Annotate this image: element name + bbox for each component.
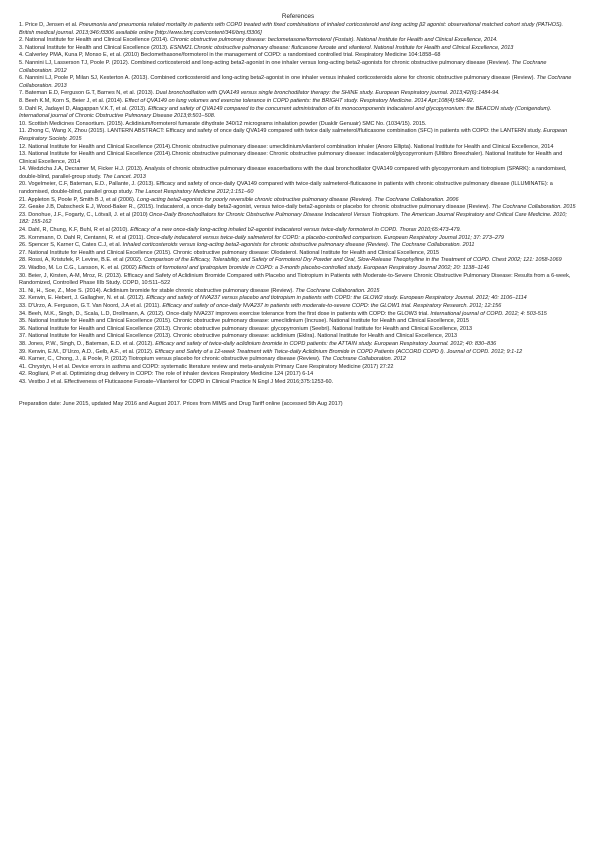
reference-number: 41 .: [19, 364, 28, 370]
reference-source-italic: The Cochrane Collaboration. 2013: [19, 75, 572, 89]
reference-text: Kerwin, E. Hebert, J. Gallagher, N. et al. (2012).: [28, 295, 147, 302]
reference-text: Bateman E.D, Ferguson G.T, Barnes N, et al. (2013).: [25, 90, 156, 97]
reference-text: Spencer S, Karner C, Cates C.J, et al.: [28, 242, 123, 249]
reference-text: Price D, Jensen et al.: [25, 22, 79, 28]
reference-number: 32 .: [19, 295, 28, 301]
reference-number: 3 .: [19, 45, 25, 51]
reference-number: 24 .: [19, 227, 28, 233]
reference-text: Chrystyn, H et al. Device errors in asthma and COPD: systematic literature review and meta-analysis Primary Care Respiratory Medicine (2017) 27:22: [28, 363, 394, 370]
reference-source-italic: Once-Daily Bronchodilators for Chronic Obstructive Pulmonary Disease Indacaterol Versus Tiotropium. The American Journal Respiratory and Critical Care Medicine. 2010; 182: 155-162: [19, 211, 567, 226]
reference-text: Donohue, J.F., Fogarty, C., Lötvall, J. et al (2010): [28, 211, 150, 218]
reference-source-italic: Effects of formoterol and ipratropium bromide in COPD: a 3-month placebo-controlled study. European Respiratory Journal 2002; 20: 1138–1146: [138, 265, 490, 271]
reference-text: Dahl R, Jadayel D, Alagappan V.K.T, et al. (2013).: [25, 105, 149, 112]
reference-item: [19, 98, 577, 106]
reference-source-italic: Long-acting beta2-agonists for poorly reversible chronic obstructive pulmonary disease (Review). The Cochrane Collaboration. 2006: [136, 196, 459, 203]
reference-item: [19, 75, 577, 90]
reference-text: Beier, J, Kirsten, A-M, Mroz, R. (2013). Efficacy and Safety of Aclidinium Bromide Compared with Placebo and Tiotropium in Patients with Moderate-to-Severe Chronic Obstructive Pulmonary Disease: Results from a 6-week, Randomized, Controlled Phase IIIb Study. COPD, 10:511–522: [19, 272, 571, 287]
reference-number: 4 .: [19, 52, 25, 58]
reference-source-italic: Effect of QVA149 on lung volumes and exercise tolerance in COPD patients: the BRIGHT study. Respiratory Medicine. 2014 Apr;108(4):584-92.: [124, 97, 475, 104]
reference-source-italic: The Lancet Respiratory Medicine 2012;1:151–60: [134, 189, 254, 196]
reference-number: 21 .: [19, 197, 28, 203]
reference-item: [19, 311, 577, 319]
reference-item: [19, 318, 577, 326]
reference-number: 33 .: [19, 303, 28, 309]
reference-text: National Institute for Health and Clinical Excellence (2013). Chronic obstructive pulmonary disease: glycopyrronium (Seebri). National Institute for Health and Clinical Excellence, 2013: [28, 325, 473, 332]
reference-source-italic: ESNM21.Chronic obstructive pulmonary disease: fluticasone furoate and vilanterol. National Institute for Health and Clinical Excellence, 2013: [170, 44, 514, 51]
preparation-note: Preparation date: June 2015, updated May 2016 and August 2017. Prices from MIMS and Drug Tariff online (accessed 5th Aug 2017): [19, 400, 343, 407]
reference-number: 5 .: [19, 60, 25, 66]
reference-item: [19, 288, 577, 296]
reference-source-italic: Efficacy of a new once-daily long-acting inhaled b2-agonist indacaterol versus twice-daily formoterol in COPD. Thorax 2010;65:473-479.: [130, 227, 462, 234]
reference-number: 9 .: [19, 106, 25, 112]
reference-number: 7 .: [19, 90, 25, 96]
reference-text: Rossi, A, Kristufek, P. Levine, B.E. et al (2002).: [28, 257, 144, 264]
reference-item: [19, 295, 577, 303]
reference-item: [19, 106, 577, 121]
reference-item: [19, 166, 577, 181]
reference-item: [19, 356, 577, 364]
reference-text: Karner, C., Chong, J., & Poole, P. (2012) Tiotropium versus placebo for chronic obstructive pulmonary disease (Review).: [28, 356, 322, 363]
reference-number: 35 .: [19, 318, 28, 324]
reference-text: Kornmann, O. Dahl R, Centanni, R. et al (2011).: [28, 234, 147, 241]
reference-number: 1 .: [19, 22, 25, 28]
reference-source-italic: Efficacy and Safety of a 12-week Treatment with Twice-daily Aclidinium Bromide in COPD Patients (ACCORD COPD I). Journal of COPD. 2012; 9:1-12: [154, 348, 523, 355]
reference-text: Appleton S, Poole P, Smith B J, et al (2006).: [27, 196, 137, 203]
reference-number: 34 .: [19, 311, 28, 317]
reference-source-italic: The Cochrane Collaboration. 2015: [491, 204, 576, 211]
reference-item: [19, 90, 577, 98]
reference-item: [19, 128, 577, 143]
reference-source-italic: Inhaled corticosteroids versus long-acting beta2-agonists for chronic obstructive pulmonary disease (Review). The Cochrane Collaboration. 2011: [122, 242, 475, 249]
page-title: References: [281, 13, 315, 20]
reference-item: [19, 341, 577, 349]
reference-text: National Institute for Health and Clinical Excellence (2013).: [25, 44, 171, 51]
reference-item: [19, 60, 577, 75]
reference-number: 43 .: [19, 379, 28, 385]
reference-source-italic: Efficacy and safety of once-daily NVA237 in patients with moderate-to-severe COPD: the GLOW1 trial. Respiratory Research. 2011; 12:156: [162, 302, 502, 309]
references-page: [19, 13, 577, 408]
reference-number: 14 .: [19, 166, 28, 172]
reference-source-italic: Once-daily indacaterol versus twice-daily salmeterol for COPD: a placebo-controlled comparison. European Respiratory Journal 2011; 37: 273–279: [146, 234, 504, 241]
reference-text: National Institute for Health and Clinical Excellence (2015). Chronic obstructive pulmonary disease: Olodaterol. National Institute for Health and Clinical Excellence, 2015: [28, 249, 440, 256]
reference-item: [19, 121, 577, 129]
reference-number: 23 .: [19, 212, 28, 218]
reference-text: National Institute for Health and Clinical Excellence (2014).: [25, 37, 171, 44]
reference-item: [19, 333, 577, 341]
reference-item: [19, 212, 577, 227]
reference-number: 22 .: [19, 204, 28, 210]
reference-text: Vogelmeier, C.F, Bateman, E.D., Pallante, J. (2013). Efficacy and safety of once-daily QVA149 compared with twice-daily salmeterol-fluticasone in patients with chronic obstructive pulmonary disease (ILLUMINATE): a randomised, double-blind, parallel group study.: [19, 181, 553, 196]
reference-text: Vestbo J et al. Effectiveness of Fluticasone Furoate–Vilanterol for COPD in Clinical Practice N Engl J Med 2016;375:1253-60.: [28, 378, 334, 385]
reference-source-italic: Efficacy and safety of NVA237 versus placebo and tiotropium in patients with COPD: the GLOW2 study. European Respiratory Journal. 2012; 40: 1106–1114: [146, 295, 527, 302]
reference-text: Geake J.B, Dabscheck E.J, Wood-Baker R., (2015). Indacaterol, a once-daily beta2-agonist, versus twice-daily beta2-agonists or placebo for chronic obstructive pulmonary disease (Review).: [28, 204, 492, 211]
reference-number: 39 .: [19, 349, 28, 355]
reference-text: Calverley PMA, Kuna P, Monso E, et al. (2010) Beclomethasone/formoterol in the management of COPD: a randomised controlled trial. Respiratory Medicine 104:1858–68: [25, 52, 441, 59]
reference-source-italic: International journal of COPD. 2012; 4: 503-515: [430, 310, 547, 317]
reference-text: Wedzicha J.A, Decramer M, Ficker H.J. (2013). Analysis of chronic obstructive pulmonary disease exacerbations with the dual bronchodilator QVA149 compared with glycopyrronium and tiotropium (SPARK): a randomised, double-blind, parallel-group study.: [19, 166, 567, 180]
reference-source-italic: The Cochrane Collaboration. 2012: [19, 59, 547, 74]
reference-item: [19, 364, 577, 372]
reference-text: Scottish Medicines Consortium. (2015). Aclidinium/formoterol fumarate dihydrate 340/12 micrograms inhalation powder (Duaklir Genuair) SMC No. (1034/15). 2015.: [28, 120, 427, 127]
reference-source-italic: Comparison of the Efficacy, Tolerability, and Safety of Formoterol Dry Powder and Oral, Slow-Release Theophylline in the Treatment of COPD. Chest 2002; 121: 1058-1069: [143, 257, 562, 264]
reference-number: 36 .: [19, 326, 28, 332]
reference-item: [19, 227, 577, 235]
reference-source-italic: Efficacy and safety of twice-daily aclidinium bromide in COPD patients: the ATTAIN study. European Respiratory Journal. 2012; 40: 830–836: [155, 340, 497, 347]
reference-source-italic: The Lancet. 2013: [102, 173, 146, 180]
reference-item: [19, 371, 577, 379]
reference-number: 2 .: [19, 37, 25, 43]
reference-text: Beeh K.M, Korn S, Beier J, et al. (2014).: [25, 97, 125, 104]
reference-text: Jones, P.W., Singh, D., Bateman, E.D. et al. (2012).: [28, 340, 156, 347]
reference-text: National Institute for Health and Clinical Excellence (2015). Chronic obstructive pulmonary disease: umeclidinium (Incruse). National Institute for Health and Clinical Excellence, 2015: [28, 318, 470, 325]
reference-item: [19, 265, 577, 273]
reference-number: 12 .: [19, 144, 28, 150]
reference-source-italic: The Cochrane Collaboration. 2015: [295, 287, 380, 294]
reference-source-italic: Efficacy and safety of QVA149 compared to the concurrent administration of its monocomponents indacaterol and glycopyrronium: the BEACON study (Conigendum). International journal of Chronic Obstructive Pulmonary Disease 2013;8:501–508.: [19, 105, 552, 120]
reference-text: National Institute for Health and Clinical Excellence (2014).Chronic obstructive pulmonary disease: Chronic obstructive pulmonary disease: indacaterol/glycopyrronium (Ultibro Breezhaler). National Institute for Health and Clinical Excellence, 2014: [19, 151, 563, 165]
reference-item: [19, 326, 577, 334]
reference-item: [19, 45, 577, 53]
reference-number: 10 .: [19, 121, 28, 127]
reference-text: National Institute for Health and Clinical Excellence (2014).Chronic obstructive pulmonary disease: umeclidinium/vilanterol combination inhaler (Anoro Ellipta). National Institute for Health and Clinical Excellence, 2014: [28, 143, 554, 150]
reference-source-italic: Pneumonia and pneumonia related mortality in patients with COPD treated with fixed combinations of inhaled corticosteroid and long acting β2 agonist: observational matched cohort study (PATHOS). British medical journal. 2013;346:f3306 available online [http://www.bmj.com/content/346/bmj.f3306]: [19, 22, 564, 36]
reference-text: Rogliani, P et al. Optimizing drug delivery in COPD: The role of inhaler devices Respiratory Medicine 124 (2017) 6-14: [28, 371, 314, 378]
reference-item: [19, 181, 577, 196]
reference-item: [19, 349, 577, 357]
reference-item: [19, 273, 577, 288]
reference-item: [19, 37, 577, 45]
reference-number: 37 .: [19, 333, 28, 339]
reference-number: 27 .: [19, 250, 28, 256]
reference-number: 42 .: [19, 371, 28, 377]
reference-number: 31 .: [19, 288, 28, 294]
reference-text: D'Urzo, A. Ferguson, G.T. Van Noord, J.A et al. (2011).: [28, 302, 163, 309]
reference-item: [19, 144, 577, 152]
reference-item: [19, 22, 577, 37]
reference-source-italic: Dual bronchodilation with QVA149 versus single bronchodilator therapy: the SHINE study. European Respiratory journal. 2013;42(6):1484-94.: [155, 90, 500, 97]
reference-number: 29 .: [19, 265, 28, 271]
reference-number: 13 .: [19, 151, 28, 157]
reference-item: [19, 235, 577, 243]
reference-text: Nannini LJ, Lasserson TJ, Poole P. (2012). Combined corticosteroid and long-acting beta2-agonist in one inhaler versus long-acting beta2-agonists for chronic obstructive pulmonary disease (Review).: [25, 59, 512, 66]
reference-item: [19, 197, 577, 205]
reference-item: [19, 52, 577, 60]
reference-item: [19, 379, 577, 387]
reference-source-italic: Chronic obstructive pulmonary disease: beclometasone/formoterol (Fostair). National Institute for Health and Clinical Excellence, 2014.: [170, 37, 498, 44]
reference-number: 26 .: [19, 242, 28, 248]
reference-text: National Institute for Health and Clinical Excellence (2013). Chronic obstructive pulmonary disease: aclidinium (Eklira). National Institute for Health and Clinical Excellence, 2013: [28, 333, 458, 340]
reference-item: [19, 257, 577, 265]
reference-source-italic: The Cochrane Collaboration. 2012: [321, 356, 406, 363]
reference-number: 40 .: [19, 356, 28, 362]
reference-item: [19, 303, 577, 311]
reference-source-italic: European Respiratory Society. 2015: [19, 128, 568, 142]
reference-text: Wadbo, M. Lo C.G., Larsson, K. et al. (2002): [28, 265, 139, 271]
reference-text: Zhong C, Wang X, Zhou (2015). LANTERN ABSTRACT: Efficacy and safety of once daily QVA149 compared with twice daily salmeterol/fluticasone combination (SFC) in patients with COPD: the LANTERN study.: [27, 128, 544, 135]
reference-text: Beeh, M.K., Singh, D., Scala, L.D, Drollmann, A. (2012). Once-daily NVA237 improves exercise tolerance from the first dose in patients with COPD: the GLOW3 trial.: [28, 310, 431, 317]
reference-text: Nannini LJ, Poole P, Milan SJ, Kesterton A. (2013). Combined corticosteroid and long-acting beta2-agonist in one inhaler versus inhaled corticosteroids alone for chronic obstructive pulmonary disease (Review).: [25, 75, 537, 82]
reference-number: 28 .: [19, 257, 28, 263]
reference-item: [19, 242, 577, 250]
reference-number: 25 .: [19, 235, 28, 241]
reference-text: Ni, H., Soe, Z., Moe S. (2014). Aclidinium bromide for stable chronic obstructive pulmonary disease (Review).: [28, 287, 296, 294]
reference-number: 6 .: [19, 75, 25, 81]
reference-text: Kerwin, E.M., D'Urzo, A.D., Gelb, A.F., et al. (2012).: [28, 348, 155, 355]
reference-number: 38 .: [19, 341, 28, 347]
reference-number: 8 .: [19, 98, 25, 104]
reference-number: 11 .: [19, 128, 28, 134]
reference-number: 20 .: [19, 181, 28, 187]
reference-text: Dahl, R, Chung, K.F, Buhl, R et al (2010).: [28, 227, 131, 234]
reference-item: [19, 250, 577, 258]
reference-list: [19, 22, 577, 387]
reference-item: [19, 204, 577, 212]
reference-number: 30 .: [19, 273, 28, 279]
reference-item: [19, 151, 577, 166]
